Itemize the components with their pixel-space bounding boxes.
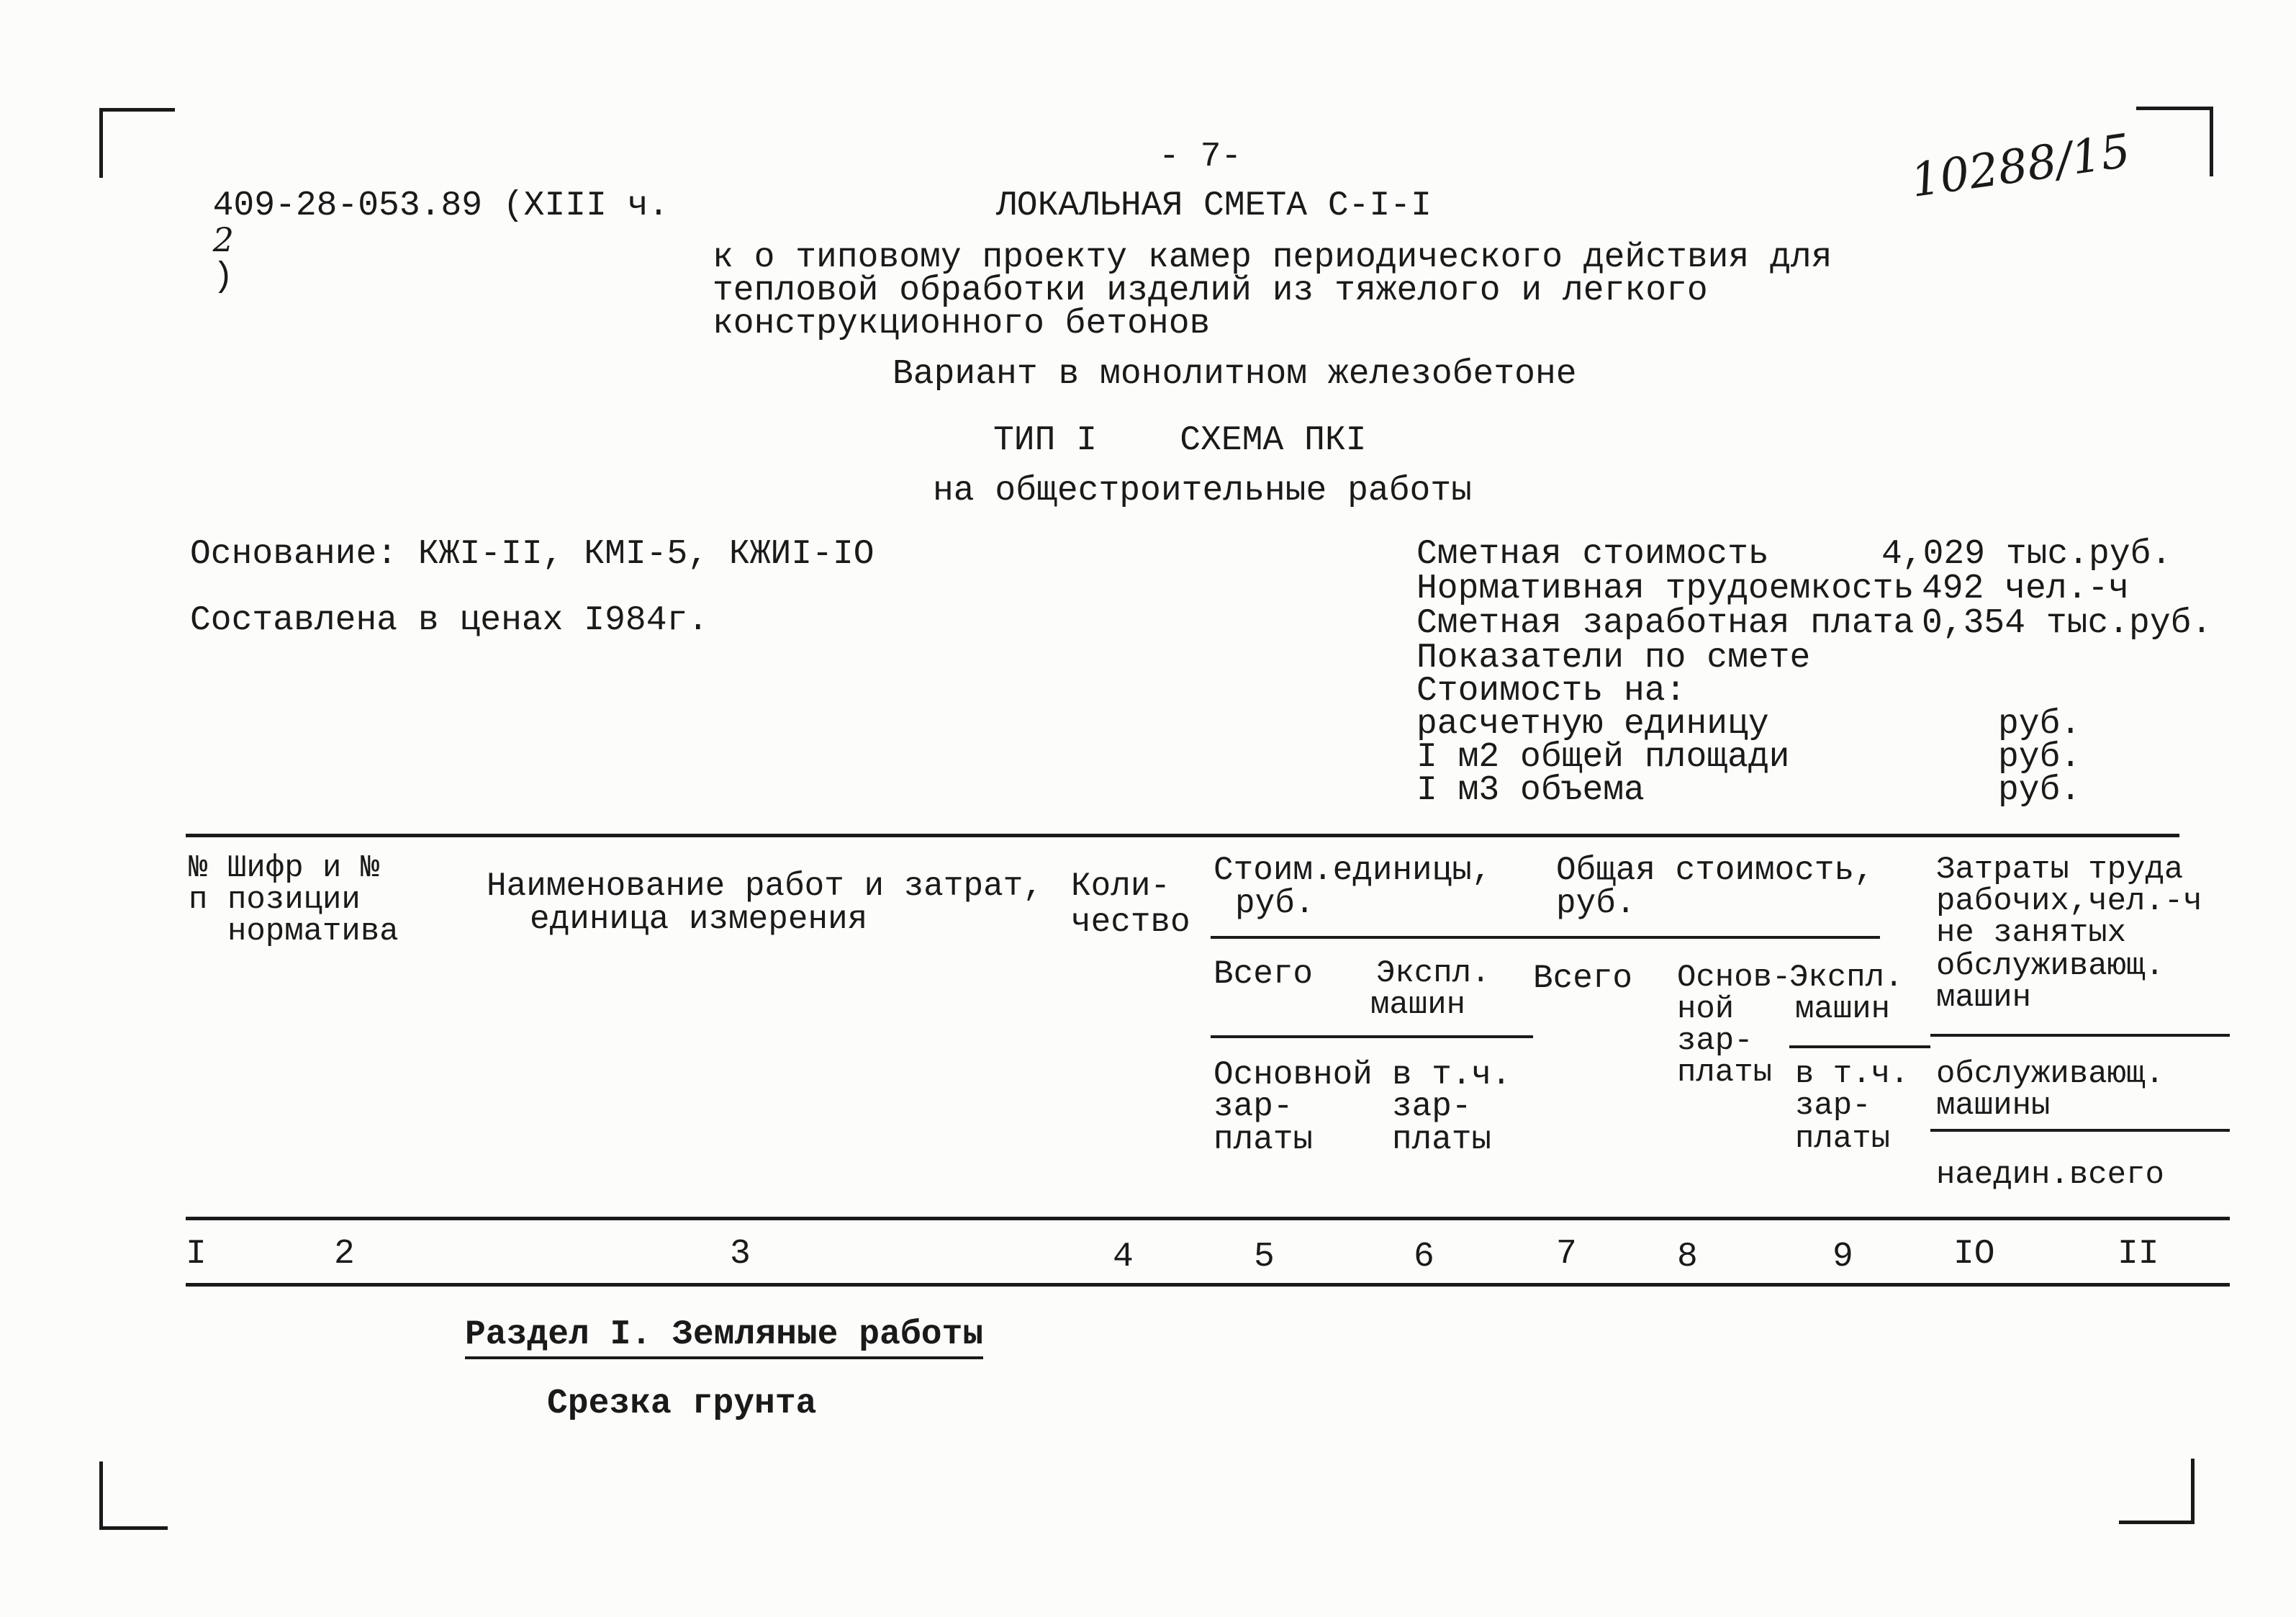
volume-cost-rub: руб. — [1998, 771, 2082, 810]
col-code-a: Шифр и № — [227, 850, 380, 886]
prices-line: Составлена в ценах I984г. — [190, 601, 709, 640]
col-num-9: 9 — [1832, 1238, 1853, 1276]
labor-obsl-a: обслуживающ. — [1936, 1056, 2164, 1092]
wage-value: 0,354 тыс.руб. — [1922, 604, 2213, 643]
unit-ekspl-a: Экспл. — [1376, 955, 1491, 991]
project-description-line-1: к о типовому проекту камер периодического действия для — [713, 238, 1832, 277]
numbers-bottom-rule — [186, 1283, 2230, 1287]
col-num-2: 2 — [334, 1235, 355, 1274]
total-vtch-zar: зар- — [1795, 1088, 1871, 1124]
basis-line: Основание: КЖI-II, КМI-5, КЖИI-IO — [190, 535, 874, 574]
total-ekspl-a: Экспл. — [1789, 960, 1904, 996]
labor-header-b: рабочих,чел.-ч — [1936, 883, 2202, 919]
col-num-6: 6 — [1414, 1238, 1434, 1276]
labor-value: 492 чел.-ч — [1922, 569, 2130, 608]
labor-label: Нормативная трудоемкость — [1416, 569, 1915, 608]
col-name-b: единица измерения — [530, 901, 868, 938]
indicators-label: Показатели по смете — [1416, 639, 1811, 677]
col-num-10: IO — [1953, 1235, 1995, 1274]
col-name-a: Наименование работ и затрат, — [487, 868, 1043, 905]
unit-vtch-platy: платы — [1392, 1121, 1492, 1158]
col-num-5: 5 — [1254, 1238, 1275, 1276]
cost-on-label: Стоимость на: — [1416, 672, 1686, 711]
total-vsego: Всего — [1533, 960, 1633, 997]
area-cost-label: I м2 общей площади — [1416, 738, 1790, 777]
cost-label: Сметная стоимость — [1416, 535, 1769, 574]
corner-mark-bottom-left — [99, 1461, 168, 1530]
col-number-a: № — [189, 850, 208, 886]
section-title: Раздел I. Земляные работы — [465, 1318, 983, 1359]
labor-header-a: Затраты труда — [1936, 852, 2184, 888]
project-description-line-3: конструкционного бетонов — [713, 305, 1211, 343]
unit-cost-header-b: руб. — [1235, 885, 1315, 922]
labor-obsl-b: машины — [1936, 1088, 2051, 1124]
unit-ekspl-b: машин — [1370, 987, 1466, 1023]
works-line: на общестроительные работы — [933, 472, 1472, 510]
ekspl-rule — [1211, 1035, 1533, 1038]
variant-line: Вариант в монолитном железобетоне — [892, 355, 1577, 394]
col-num-11: II — [2118, 1235, 2159, 1274]
col-qty-a: Коли- — [1071, 868, 1171, 905]
part-number: 2 — [212, 220, 234, 259]
labor-naedin: наедин.всего — [1936, 1157, 2164, 1193]
unit-cost-label: расчетную единицу — [1416, 705, 1769, 744]
total-vtch-platy: платы — [1795, 1121, 1891, 1157]
col-num-1: I — [186, 1235, 207, 1274]
unit-cost-rule — [1211, 936, 1880, 939]
unit-zar: зар- — [1213, 1088, 1293, 1125]
volume-cost-label: I м3 объема — [1416, 771, 1645, 810]
col-qty-b: чество — [1071, 904, 1190, 941]
unit-cost-header-a: Стоим.единицы, — [1213, 852, 1492, 889]
total-ekspl-b: машин — [1795, 991, 1891, 1027]
col-code-c: норматива — [227, 914, 399, 950]
corner-mark-top-right — [2136, 107, 2213, 176]
estimate-title: ЛОКАЛЬНАЯ СМЕТА С-I-I — [996, 186, 1432, 225]
section-subtitle: Срезка грунта — [547, 1384, 817, 1423]
total-cost-header-a: Общая стоимость, — [1556, 852, 1874, 889]
unit-vtch: в т.ч. — [1392, 1056, 1511, 1094]
unit-vtch-zar: зар- — [1392, 1088, 1472, 1125]
type-scheme-line: ТИП I СХЕМА ПКI — [993, 421, 1367, 460]
corner-mark-bottom-right — [2119, 1459, 2195, 1524]
document-code — [171, 154, 669, 297]
area-cost-rub: руб. — [1998, 738, 2082, 777]
labor-rule — [1930, 1034, 2230, 1037]
unit-vsego: Всего — [1213, 955, 1314, 993]
wage-label: Сметная заработная плата — [1416, 604, 1915, 643]
document-code-close: ) — [212, 258, 234, 297]
header-bottom-rule — [186, 1217, 2230, 1220]
col-num-7: 7 — [1556, 1235, 1577, 1274]
document-code-text: 409-28-053.89 (XIII ч. — [212, 186, 669, 225]
col-num-8: 8 — [1677, 1238, 1698, 1276]
project-description-line-2: тепловой обработки изделий из тяжелого и легкого — [713, 271, 1708, 310]
total-osnov-d: платы — [1677, 1055, 1773, 1091]
corner-mark-top-left — [99, 108, 175, 178]
col-number-b: п — [189, 882, 208, 918]
cost-value: 4,029 тыс.руб. — [1881, 535, 2172, 574]
total-osnov-b: ной — [1677, 991, 1735, 1027]
labor-header-d: обслуживающ. — [1936, 948, 2164, 984]
unit-cost-rub: руб. — [1998, 705, 2082, 744]
col-code-b: позиции — [227, 882, 361, 918]
total-osnov-c: зар- — [1677, 1023, 1753, 1059]
col-num-3: 3 — [730, 1235, 751, 1274]
total-vtch: в т.ч. — [1795, 1056, 1909, 1092]
labor-header-c: не занятых — [1936, 915, 2127, 951]
archive-number: 10288/15 — [1907, 125, 2134, 208]
unit-osnovnoy: Основной — [1213, 1056, 1373, 1094]
ekspl2-rule — [1789, 1045, 1930, 1048]
total-osnov-a: Основ- — [1677, 960, 1791, 996]
table-top-rule — [186, 834, 2179, 837]
unit-platy: платы — [1213, 1121, 1314, 1158]
col-num-4: 4 — [1113, 1238, 1134, 1276]
total-cost-header-b: руб. — [1556, 885, 1636, 922]
labor-header-e: машин — [1936, 980, 2032, 1016]
obsl-rule — [1930, 1129, 2230, 1132]
page-number: - 7- — [1159, 138, 1242, 176]
